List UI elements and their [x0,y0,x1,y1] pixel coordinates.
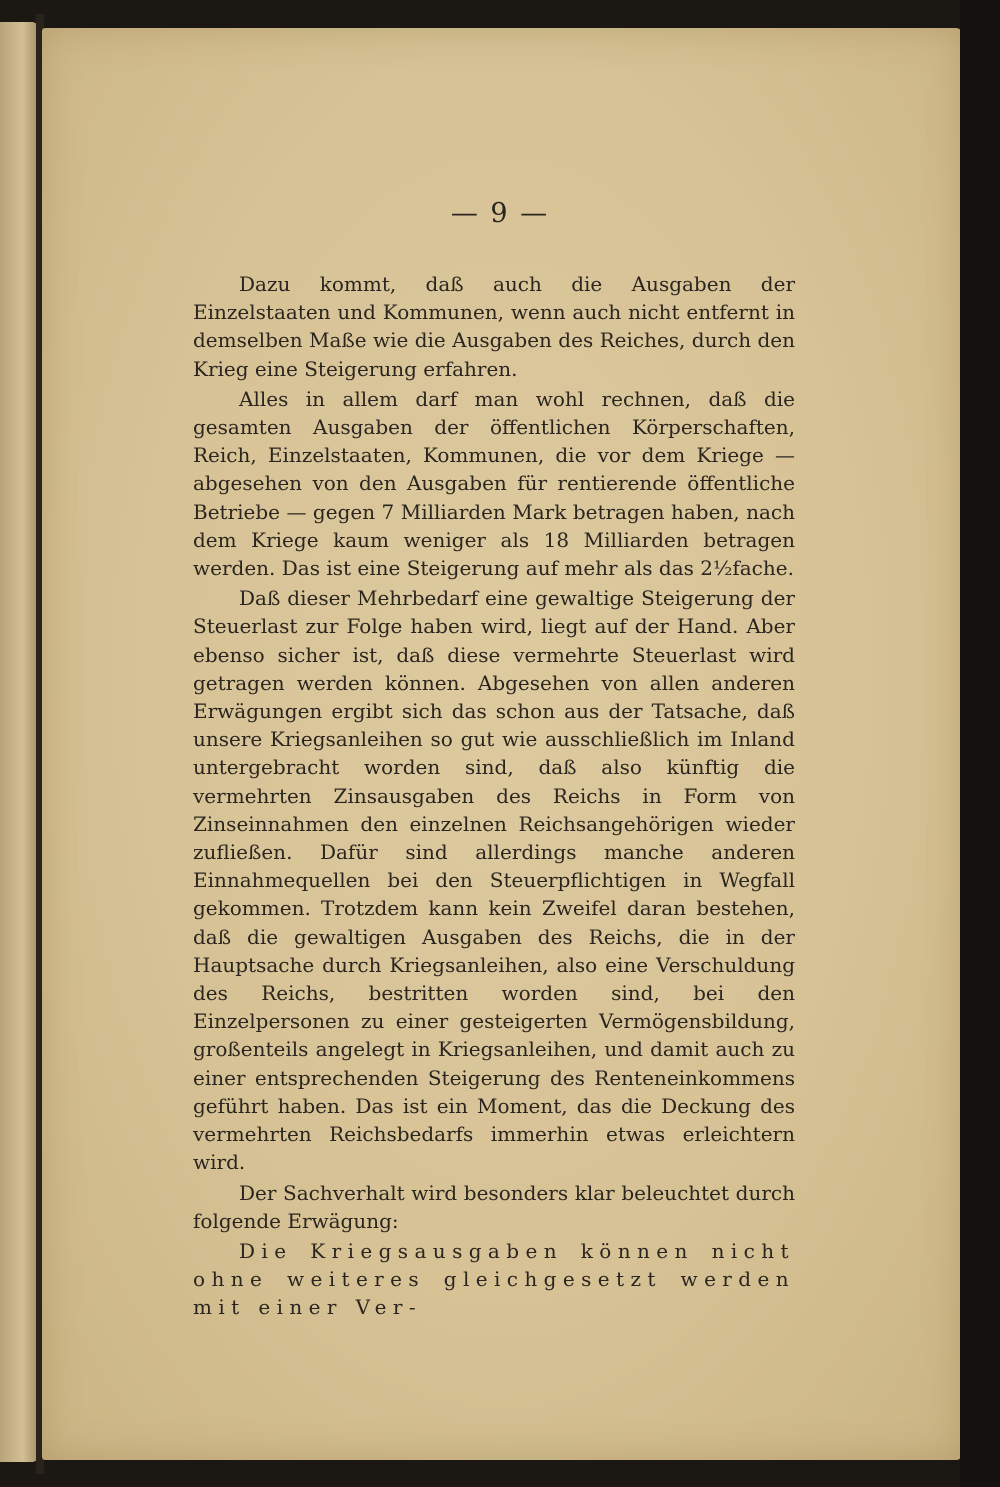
paragraph-3: Daß dieser Mehrbedarf eine gewaltige Steigerung der Steuerlast zur Folge haben wird, liegt auf der Hand. Aber ebenso sicher ist, daß diese vermehrte Steuerlast wird getragen werden können. Abgesehen von allen anderen Erwägungen ergibt sich das schon aus der Tatsache, daß unsere Kriegsanleihen so gut wie ausschließlich im Inland untergebracht worden sind, daß also künftig die vermehrten Zinsausgaben des Reichs in Form von Zinseinnahmen den einzelnen Reichsangehörigen wieder zufließen. Dafür sind allerdings manche anderen Einnahmequellen bei den Steuerpflichtigen in Wegfall gekommen. Trotzdem kann kein Zweifel daran bestehen, daß die gewaltigen Ausgaben des Reichs, die in der Hauptsache durch Kriegsanleihen, also eine Verschuldung des Reichs, bestritten worden sind, bei den Einzelpersonen zu einer gesteigerten Vermögensbildung, großenteils angelegt in Kriegsanleihen, und damit auch zu einer entsprechenden Steigerung des Renteneinkommens geführt haben. Das ist ein Moment, das die Deckung des vermehrten Reichsbedarfs immerhin etwas erleichtern wird. [193,586,795,1175]
paragraph-4: Der Sachverhalt wird besonders klar beleuchtet durch folgende Erwägung: [193,1180,795,1233]
paragraph-1: Dazu kommt, daß auch die Ausgaben der Einzelstaaten und Kommunen, wenn auch nicht entfernt in demselben Maße wie die Ausgaben des Reiches, durch den Krieg eine Steigerung erfahren. [193,272,795,381]
body-text [193,270,795,1322]
adjacent-page-edge [0,22,38,1462]
paragraph-2: Alles in allem darf man wohl rechnen, daß die gesamten Ausgaben der öffentlichen Körperschaften, Reich, Einzelstaaten, Kommunen, die vor dem Kriege — abgesehen von den Ausgaben für rentierende öffentliche Betriebe — gegen 7 Milliarden Mark betragen haben, nach dem Kriege kaum weniger als 18 Milliarden betragen werden. Das ist eine Steigerung auf mehr als das 2½fache. [193,386,795,581]
paragraph-5-emphasized: Die Kriegsausgaben können nicht ohne weiteres gleichgesetzt werden mit einer Ver- [193,1238,795,1320]
page-number: — 9 — [450,198,550,229]
